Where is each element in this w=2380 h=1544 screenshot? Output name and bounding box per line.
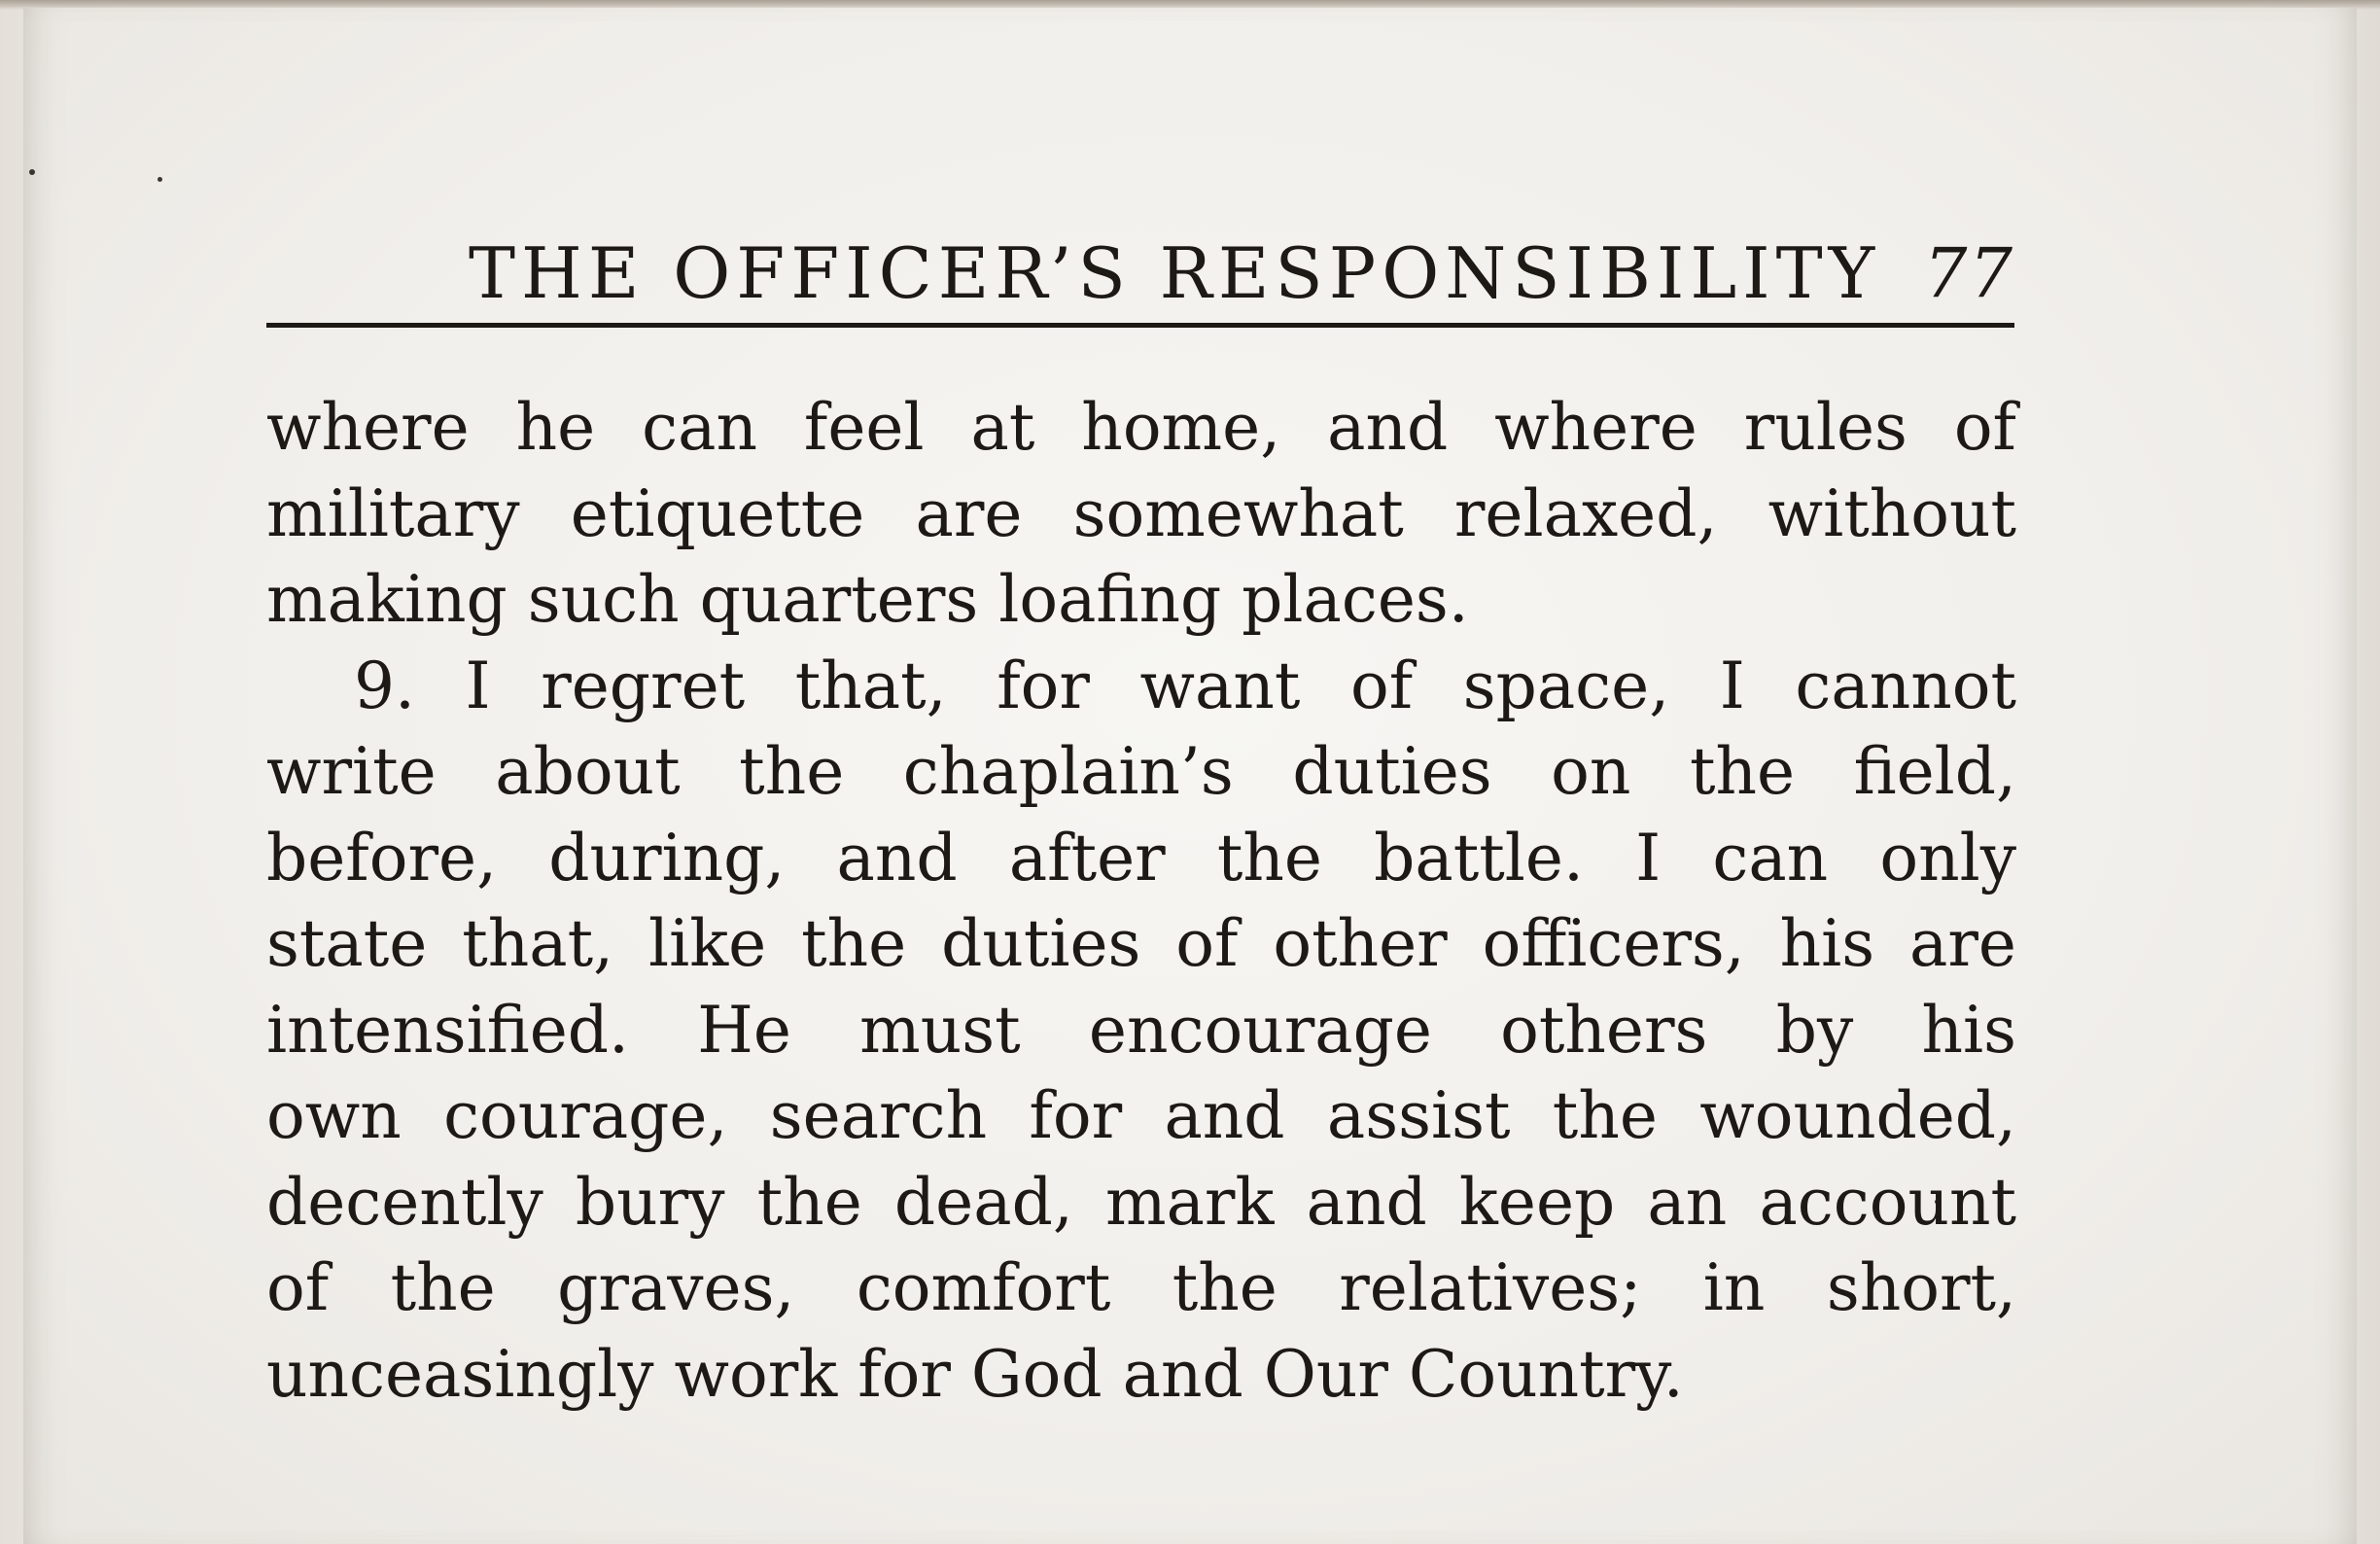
text-line: of the graves, comfort the relatives; in short, — [266, 1250, 2016, 1325]
text-line: own courage, search for and assist the wounded, — [266, 1078, 2016, 1153]
page-number: 77 — [1923, 233, 2014, 313]
text-line: before, during, and after the battle. I can only — [266, 820, 2016, 895]
paragraph-start-line: 9. I regret that, for want of space, I cannot — [354, 648, 2016, 723]
body-text — [266, 385, 2016, 1418]
print-speck — [29, 169, 35, 175]
text-line: unceasingly work for God and Our Country. — [266, 1336, 1684, 1412]
text-line: where he can feel at home, and where rules of — [266, 390, 2016, 465]
print-speck — [158, 177, 162, 182]
text-line: intensified. He must encourage others by his — [266, 992, 2016, 1068]
text-line: decently bury the dead, mark and keep an account — [266, 1164, 2016, 1240]
text-line: military etiquette are somewhat relaxed, without — [266, 475, 2016, 551]
text-line: making such quarters loafing places. — [266, 562, 1469, 637]
text-line: write about the chaplain’s duties on the field, — [266, 734, 2016, 809]
page-header — [266, 229, 2014, 328]
text-line: state that, like the duties of other officers, his are — [266, 906, 2016, 981]
running-head: THE OFFICER’S RESPONSIBILITY — [469, 232, 1881, 314]
